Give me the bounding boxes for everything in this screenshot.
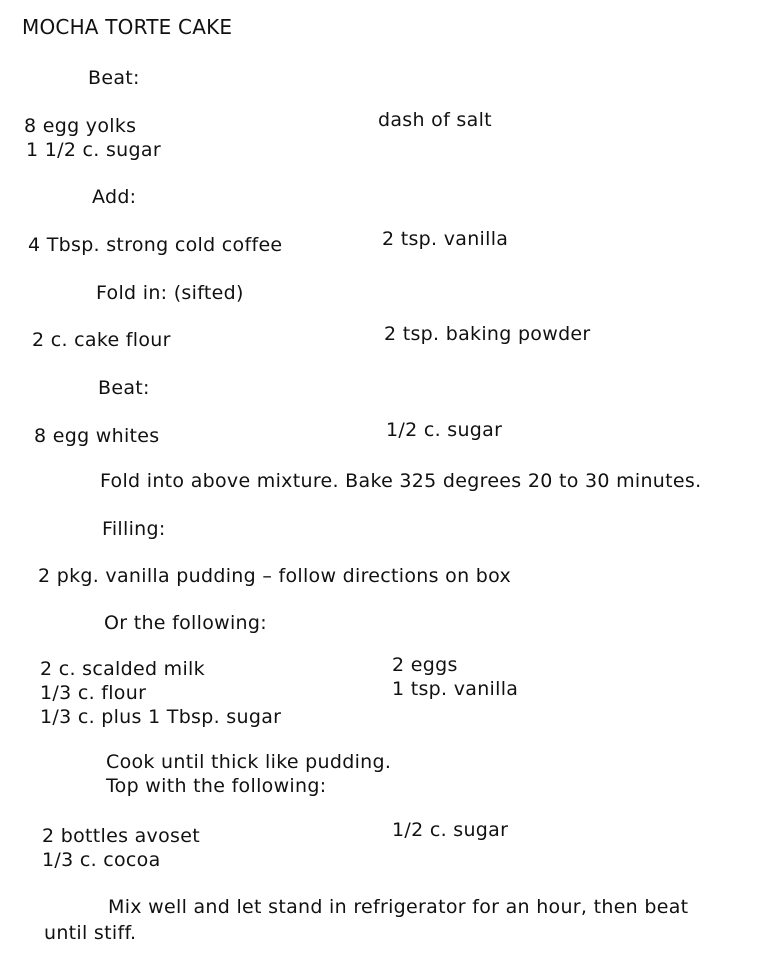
ingredient: 2 tsp. baking powder xyxy=(384,323,591,345)
ingredient: 2 tsp. vanilla xyxy=(382,228,509,250)
section-heading: Beat: xyxy=(98,377,150,399)
ingredient: 1 1/2 c. sugar xyxy=(26,139,161,161)
recipe-title: MOCHA TORTE CAKE xyxy=(22,15,233,39)
ingredient: 1 tsp. vanilla xyxy=(392,678,519,700)
ingredient: 1/3 c. cocoa xyxy=(42,849,161,871)
ingredient: 8 egg yolks xyxy=(24,115,137,137)
instruction: Top with the following: xyxy=(106,775,327,797)
ingredient: 2 c. cake flour xyxy=(32,329,171,351)
section-heading: Filling: xyxy=(102,518,166,540)
section-heading: Beat: xyxy=(88,67,140,89)
ingredient: 8 egg whites xyxy=(34,425,160,447)
ingredient: 1/3 c. flour xyxy=(40,682,147,704)
section-heading: Or the following: xyxy=(104,612,267,634)
section-heading: Add: xyxy=(92,186,137,208)
ingredient: dash of salt xyxy=(378,109,492,131)
instruction: Mix well and let stand in refrigerator for an hour, then beat xyxy=(108,896,689,918)
instruction: Fold into above mixture. Bake 325 degrees 20 to 30 minutes. xyxy=(100,470,702,492)
ingredient: 1/2 c. sugar xyxy=(386,419,503,441)
ingredient: 4 Tbsp. strong cold coffee xyxy=(28,234,283,256)
ingredient: 2 bottles avoset xyxy=(42,825,200,847)
ingredient: 2 eggs xyxy=(392,654,458,676)
instruction: Cook until thick like pudding. xyxy=(106,751,392,773)
ingredient: 1/3 c. plus 1 Tbsp. sugar xyxy=(40,706,282,728)
instruction: until stiff. xyxy=(44,922,137,944)
ingredient: 1/2 c. sugar xyxy=(392,819,509,841)
section-heading: Fold in: (sifted) xyxy=(96,282,244,304)
instruction: 2 pkg. vanilla pudding – follow directions on box xyxy=(38,565,511,587)
ingredient: 2 c. scalded milk xyxy=(40,658,205,680)
